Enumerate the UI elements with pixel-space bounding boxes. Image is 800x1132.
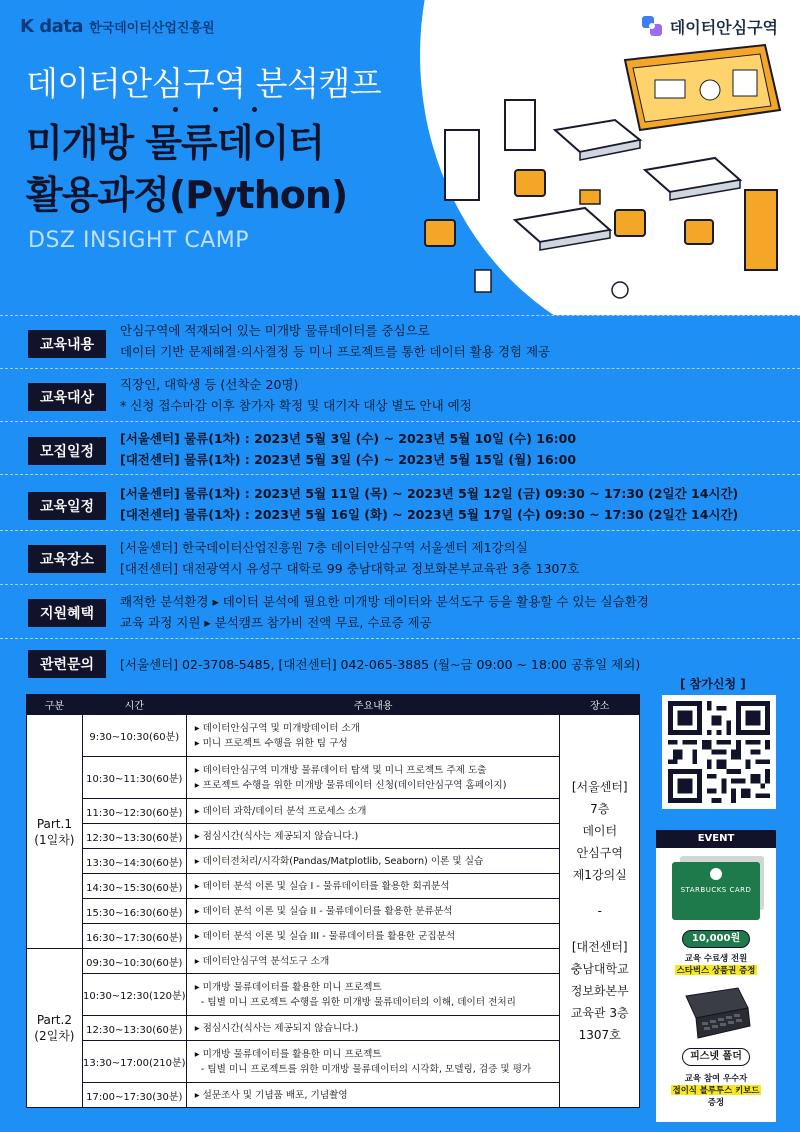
info-line: 직장인, 대학생 등 (선착순 20명) bbox=[120, 377, 299, 392]
education-content-text bbox=[120, 320, 550, 362]
place-line: [서울센터] bbox=[571, 780, 628, 794]
place-line: 안심구역 bbox=[576, 846, 623, 860]
content-line: - 팀별 미니 프로젝트를 위한 미개방 물류데이터의 시각화, 모델링, 검증 및 평가 bbox=[194, 1063, 532, 1075]
place-line: 데이터 bbox=[582, 824, 618, 838]
label-education-target: 교육대상 bbox=[28, 383, 106, 411]
label-benefits: 지원혜택 bbox=[28, 599, 106, 627]
label-recruit-schedule: 모집일정 bbox=[28, 437, 106, 465]
dsz-logo-icon bbox=[640, 14, 664, 38]
label-contact: 관련문의 bbox=[28, 650, 106, 678]
info-line: 데이터 기반 문제해결·의사결정 등 미니 프로젝트를 통한 데이터 활용 경험 제공 bbox=[120, 344, 551, 359]
info-line: * 신청 접수마감 이후 참가자 확정 및 대기자 대상 별도 안내 예정 bbox=[120, 398, 472, 413]
item-name-badge: 피스넷 폴더 bbox=[682, 1048, 750, 1066]
brand-name: 데이터안심구역 bbox=[669, 17, 778, 37]
schedule-table bbox=[26, 694, 640, 1108]
table-row bbox=[27, 849, 640, 874]
place-line: 7층 bbox=[590, 802, 610, 816]
info-line: [대전센터] 물류(1차) : 2023년 5월 16일 (화) ~ 2023년 5월 17일 (수) 09:30 ~ 17:30 (2일간 14시간) bbox=[120, 507, 739, 522]
table-row bbox=[27, 899, 640, 924]
time-cell: 13:30~17:00(210분) bbox=[82, 1041, 186, 1083]
place-line: [대전센터] bbox=[571, 940, 628, 954]
kdata-logo bbox=[20, 16, 215, 37]
card-label: STARBUCKS CARD bbox=[680, 886, 752, 894]
apply-title: [ 참가신청 ] bbox=[680, 677, 746, 691]
table-row bbox=[27, 924, 640, 949]
table-row bbox=[27, 1016, 640, 1041]
reward-line: 교육 참여 우수자 bbox=[684, 1073, 748, 1083]
classroom-illustration bbox=[415, 40, 800, 315]
reward1-text bbox=[656, 952, 776, 976]
education-place-text bbox=[120, 537, 579, 579]
amount-badge: 10,000원 bbox=[682, 930, 750, 948]
hero-title-line2: 활용과정(Python) bbox=[26, 173, 348, 217]
table-row bbox=[27, 949, 640, 974]
header-time: 시간 bbox=[82, 695, 186, 715]
reward-highlight: 스타벅스 상품권 증정 bbox=[676, 965, 756, 975]
time-cell: 14:30~15:30(60분) bbox=[82, 874, 186, 899]
info-line: [서울센터] 물류(1차) : 2023년 5월 11일 (목) ~ 2023년 5월 12일 (금) 09:30 ~ 17:30 (2일간 14시간) bbox=[120, 486, 739, 501]
section-divider bbox=[0, 368, 800, 369]
table-row bbox=[27, 799, 640, 824]
part2-cell bbox=[27, 949, 83, 1108]
keyboard-icon bbox=[678, 986, 754, 1042]
content-cell: ▸ 데이터 분석 이론 및 실습 I - 물류데이터를 활용한 회귀분석 bbox=[186, 874, 560, 899]
org-name: 한국데이터산업진흥원 bbox=[89, 21, 215, 36]
section-divider bbox=[0, 584, 800, 585]
hero-subtitle: 데이터안심구역 분석캠프 bbox=[26, 64, 382, 103]
content-cell: ▸ 점심시간(식사는 제공되지 않습니다.) bbox=[186, 1016, 560, 1041]
place-cell bbox=[560, 715, 640, 1108]
content-cell bbox=[186, 757, 560, 799]
time-cell: 10:30~12:30(120분) bbox=[82, 974, 186, 1016]
place-line: 정보화본부 bbox=[570, 984, 629, 998]
part1-sub: (1일차) bbox=[34, 832, 75, 847]
reward2-text bbox=[656, 1072, 776, 1108]
table-row bbox=[27, 757, 640, 799]
part2-label: Part.2 bbox=[36, 1013, 72, 1027]
contact-text: [서울센터] 02-3708-5485, [대전센터] 042-065-3885 (월~금 09:00 ~ 18:00 공휴일 제외) bbox=[120, 657, 641, 672]
table-row bbox=[27, 715, 640, 757]
info-line: 안심구역에 적재되어 있는 미개방 물류데이터를 중심으로 bbox=[120, 323, 430, 338]
time-cell: 10:30~11:30(60분) bbox=[82, 757, 186, 799]
content-cell bbox=[186, 1041, 560, 1083]
place-line: 교육관 3층 bbox=[570, 1006, 629, 1020]
content-line: ▸ 데이터안심구역 미개방 물류데이터 탐색 및 미니 프로젝트 주제 도출 bbox=[194, 764, 487, 776]
time-cell: 15:30~16:30(60분) bbox=[82, 899, 186, 924]
section-divider bbox=[0, 421, 800, 422]
time-cell: 09:30~10:30(60분) bbox=[82, 949, 186, 974]
recruit-schedule-text bbox=[120, 428, 576, 470]
reward-line: 증정 bbox=[707, 1097, 725, 1107]
part1-label: Part.1 bbox=[36, 816, 72, 831]
label-education-content: 교육내용 bbox=[28, 330, 106, 358]
place-line: - bbox=[597, 904, 602, 918]
content-line: ▸ 미개방 물류데이터를 활용한 미니 프로젝트 bbox=[194, 981, 382, 993]
table-row bbox=[27, 874, 640, 899]
time-cell: 9:30~10:30(60분) bbox=[82, 715, 186, 757]
section-divider bbox=[0, 474, 800, 475]
qr-code[interactable] bbox=[662, 695, 776, 809]
place-line: 충남대학교 bbox=[570, 962, 629, 976]
benefits-text bbox=[120, 591, 649, 633]
info-line: 교육 과정 지원 ▸ 분석캠프 참가비 전액 무료, 수료증 제공 bbox=[120, 615, 432, 630]
education-target-text bbox=[120, 374, 472, 416]
content-cell: ▸ 데이터안심구역 분석도구 소개 bbox=[186, 949, 560, 974]
time-cell: 17:00~17:30(30분) bbox=[82, 1083, 186, 1108]
section-divider bbox=[0, 315, 800, 316]
header-division: 구분 bbox=[27, 695, 83, 715]
label-education-place: 교육장소 bbox=[28, 545, 106, 573]
part1-cell bbox=[27, 715, 83, 949]
info-line: [서울센터] 물류(1차) : 2023년 5월 3일 (수) ~ 2023년 5월 10일 (수) 16:00 bbox=[120, 431, 577, 446]
content-cell: ▸ 데이터전처리/시각화(Pandas/Matplotlib, Seaborn) 이론 및 실습 bbox=[186, 849, 560, 874]
time-cell: 13:30~14:30(60분) bbox=[82, 849, 186, 874]
education-schedule-text bbox=[120, 483, 738, 525]
place-line: 제1강의실 bbox=[572, 868, 627, 882]
table-row bbox=[27, 1041, 640, 1083]
time-cell: 12:30~13:30(60분) bbox=[82, 824, 186, 849]
content-line: ▸ 미개방 물류데이터를 활용한 미니 프로젝트 bbox=[194, 1048, 382, 1060]
table-row bbox=[27, 1083, 640, 1108]
info-line: 쾌적한 분석환경 ▸ 데이터 분석에 필요한 미개방 데이터와 분석도구 등을 활용할 수 있는 실습환경 bbox=[120, 594, 649, 609]
label-education-schedule: 교육일정 bbox=[28, 492, 106, 520]
header-content: 주요내용 bbox=[186, 695, 560, 715]
content-cell: ▸ 설문조사 및 기념품 배포, 기념촬영 bbox=[186, 1083, 560, 1108]
info-line: [서울센터] 한국데이터산업진흥원 7층 데이터안심구역 서울센터 제1강의실 bbox=[120, 540, 528, 555]
time-cell: 16:30~17:30(60분) bbox=[82, 924, 186, 949]
content-line: ▸ 데이터안심구역 및 미개방데이터 소개 bbox=[194, 722, 361, 734]
starbucks-logo-icon bbox=[710, 868, 722, 880]
section-divider bbox=[0, 638, 800, 639]
dsz-logo bbox=[640, 14, 778, 38]
part2-sub: (2일차) bbox=[34, 1029, 75, 1043]
content-cell bbox=[186, 974, 560, 1016]
reward-line: 교육 수료생 전원 bbox=[684, 953, 748, 963]
time-cell: 12:30~13:30(60분) bbox=[82, 1016, 186, 1041]
content-line: ▸ 미니 프로젝트 수행을 위한 팀 구성 bbox=[194, 737, 348, 749]
hero-english-title: DSZ INSIGHT CAMP bbox=[28, 228, 250, 253]
reward-highlight: 접이식 블루투스 키보드 bbox=[672, 1085, 760, 1095]
table-row bbox=[27, 824, 640, 849]
event-header: EVENT bbox=[656, 830, 776, 848]
hero-title-line1: 미개방 물류데이터 bbox=[26, 121, 324, 165]
section-divider bbox=[0, 530, 800, 531]
content-line: - 팀별 미니 프로젝트 수행을 위한 미개방 물류데이터의 이해, 데이터 전처리 bbox=[194, 996, 516, 1008]
hero-section bbox=[0, 0, 800, 315]
content-cell: ▸ 데이터 과학/데이터 분석 프로세스 소개 bbox=[186, 799, 560, 824]
place-line: 1307호 bbox=[578, 1028, 621, 1042]
qr-code-icon bbox=[668, 701, 770, 803]
content-cell: ▸ 데이터 분석 이론 및 실습 III - 물류데이터를 활용한 군집분석 bbox=[186, 924, 560, 949]
info-line: [대전센터] 물류(1차) : 2023년 5월 3일 (수) ~ 2023년 5월 15일 (월) 16:00 bbox=[120, 452, 577, 467]
kdata-logo-mark: K data bbox=[20, 16, 83, 37]
header-place: 장소 bbox=[560, 695, 640, 715]
content-cell: ▸ 점심시간(식사는 제공되지 않습니다.) bbox=[186, 824, 560, 849]
content-line: ▸ 프로젝트 수행을 위한 미개방 물류데이터 신청(데이터안심구역 홈페이지) bbox=[194, 779, 507, 791]
content-cell bbox=[186, 715, 560, 757]
info-line: [대전센터] 대전광역시 유성구 대학로 99 충남대학교 정보화본부교육관 3층 1307호 bbox=[120, 561, 580, 576]
table-header-row bbox=[27, 695, 640, 715]
content-cell: ▸ 데이터 분석 이론 및 실습 II - 물류데이터를 활용한 분류분석 bbox=[186, 899, 560, 924]
event-panel bbox=[656, 830, 776, 1122]
starbucks-card-icon bbox=[672, 862, 760, 920]
time-cell: 11:30~12:30(60분) bbox=[82, 799, 186, 824]
table-row bbox=[27, 974, 640, 1016]
